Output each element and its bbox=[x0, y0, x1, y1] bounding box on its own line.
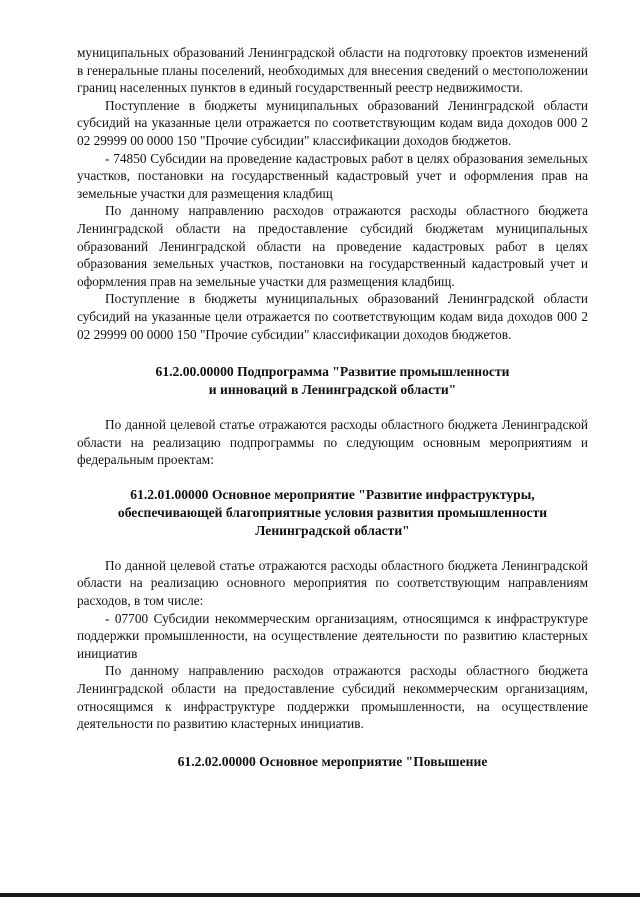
heading-line: 61.2.01.00000 Основное мероприятие "Развитие инфраструктуры, bbox=[130, 486, 535, 502]
section-heading bbox=[77, 753, 588, 771]
section-spacer bbox=[77, 540, 588, 557]
section-heading bbox=[77, 363, 588, 399]
heading-line: 61.2.00.00000 Подпрограмма "Развитие промышленности bbox=[155, 364, 510, 380]
paragraph: Поступление в бюджеты муниципальных образований Ленинградской области субсидий на указанные цели отражается по соответствующим кодам вида доходов 000 2 02 29999 00 0000 150 "Прочие субсидии" классификации доходов бюджетов. bbox=[77, 97, 588, 148]
document-body bbox=[77, 44, 588, 771]
section-heading bbox=[77, 486, 588, 540]
paragraph: - 07700 Субсидии некоммерческим организациям, относящимся к инфраструктуре поддержки промышленности, на осуществление деятельности по развитию кластерных инициатив bbox=[77, 610, 588, 661]
section-spacer bbox=[77, 343, 588, 363]
paragraph: - 74850 Субсидии на проведение кадастровых работ в целях образования земельных участков, постановки на государственный кадастровый учет и оформления прав на земельные участки для размещения кладбищ bbox=[77, 150, 588, 201]
heading-line: Ленинградской области" bbox=[255, 522, 410, 538]
heading-line: обеспечивающей благоприятные условия развития промышленности bbox=[117, 504, 548, 520]
section-spacer bbox=[77, 469, 588, 486]
scan-edge-line bbox=[0, 893, 640, 897]
paragraph: По данной целевой статье отражаются расходы областного бюджета Ленинградской области на реализацию подпрограммы по следующим основным мероприятиям и федеральным проектам: bbox=[77, 417, 588, 468]
heading-line: 61.2.02.00000 Основное мероприятие "Повышение bbox=[177, 753, 488, 769]
paragraph: Поступление в бюджеты муниципальных образований Ленинградской области субсидий на указанные цели отражается по соответствующим кодам вида доходов 000 2 02 29999 00 0000 150 "Прочие субсидии" классификации доходов бюджетов. bbox=[77, 291, 588, 342]
paragraph: По данному направлению расходов отражаются расходы областного бюджета Ленинградской области на предоставление субсидий бюджетам муниципальных образований Ленинградской области на проведение кадастровых работ в целях образования земельных участков, постановки на государственный кадастровый учет и оформления прав на земельные участки для размещения кладбищ. bbox=[77, 203, 588, 289]
paragraph: По данному направлению расходов отражаются расходы областного бюджета Ленинградской области на предоставление субсидий некоммерческим организациям, относящимся к инфраструктуре поддержки промышленности, на осуществление деятельности по развитию кластерных инициатив. bbox=[77, 663, 588, 732]
paragraph: По данной целевой статье отражаются расходы областного бюджета Ленинградской области на реализацию основного мероприятия по соответствующим направлениям расходов, в том числе: bbox=[77, 557, 588, 609]
section-spacer bbox=[77, 399, 588, 416]
section-spacer bbox=[77, 733, 588, 753]
paragraph: муниципальных образований Ленинградской области на подготовку проектов изменений в генеральные планы поселений, необходимых для внесения сведений о местоположении границ населенных пунктов в единый государственный реестр недвижимости. bbox=[77, 45, 588, 96]
heading-line: и инноваций в Ленинградской области" bbox=[208, 382, 457, 398]
